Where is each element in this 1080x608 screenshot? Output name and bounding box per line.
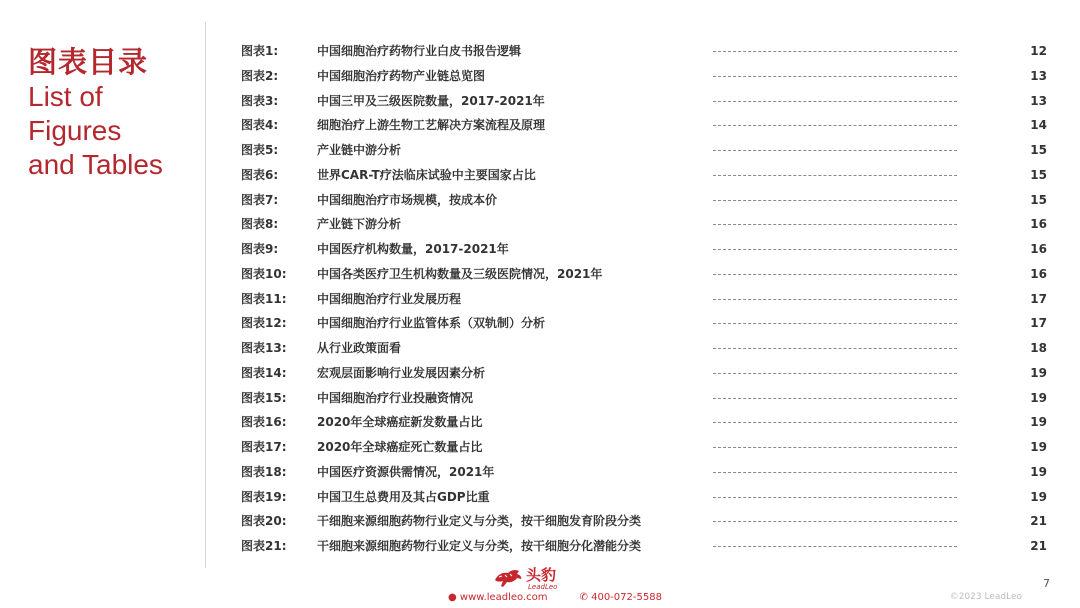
toc-entry[interactable]: [241, 361, 1047, 386]
dotted-leader: [713, 224, 957, 225]
dotted-leader: [713, 497, 957, 498]
figure-page-number: 21: [1030, 539, 1047, 553]
dotted-leader: [713, 274, 957, 275]
figure-label: 图表1:: [241, 44, 279, 58]
figure-page-number: 13: [1030, 68, 1047, 83]
figure-title: 2020年全球癌症新发数量占比: [317, 415, 483, 430]
table-of-figures: [241, 39, 1047, 559]
dotted-leader: [713, 125, 957, 126]
figure-page-number: 19: [1030, 390, 1047, 405]
figure-label: 图表16:: [241, 415, 287, 430]
toc-entry[interactable]: [241, 386, 1047, 411]
figure-page-number: 16: [1030, 266, 1047, 281]
footer: [0, 560, 1080, 608]
figure-page-number: 19: [1030, 415, 1047, 430]
figure-title: 中国细胞治疗行业发展历程: [317, 291, 462, 306]
figure-title: 细胞治疗上游生物工艺解决方案流程及原理: [317, 118, 546, 133]
figure-title: 中国细胞治疗行业投融资情况: [317, 390, 474, 405]
toc-entry[interactable]: [241, 410, 1047, 435]
title-english-line-1: List of: [28, 81, 103, 112]
vertical-divider: [205, 22, 206, 568]
figure-label: 图表19:: [241, 489, 287, 504]
logo-text-chinese: 头豹: [526, 566, 557, 584]
toc-entry[interactable]: [241, 163, 1047, 188]
figure-label: 图表6:: [241, 167, 279, 182]
phone-number: ✆ 400-072-5588: [579, 592, 662, 603]
toc-entry[interactable]: [241, 64, 1047, 89]
toc-entry[interactable]: [241, 336, 1047, 361]
figure-title: 从行业政策面看: [317, 341, 402, 355]
toc-entry[interactable]: [241, 237, 1047, 262]
figure-label: 图表12:: [241, 316, 287, 331]
figure-page-number: 17: [1030, 316, 1047, 331]
figure-title: 中国细胞治疗行业监管体系（双轨制）分析: [317, 316, 546, 331]
figure-page-number: 14: [1030, 118, 1047, 133]
figure-page-number: 12: [1030, 44, 1047, 58]
leopard-logo-icon: [493, 566, 523, 590]
dotted-leader: [713, 472, 957, 473]
toc-entry[interactable]: [241, 435, 1047, 460]
figure-page-number: 19: [1030, 489, 1047, 504]
title-english-line-3: and Tables: [28, 149, 163, 180]
dotted-leader: [713, 76, 957, 77]
figure-page-number: 21: [1030, 514, 1047, 529]
figure-title: 干细胞来源细胞药物行业定义与分类，按干细胞发育阶段分类: [317, 514, 642, 529]
dotted-leader: [713, 546, 957, 547]
phone-text: 400-072-5588: [591, 592, 662, 603]
figure-label: 图表4:: [241, 118, 279, 133]
dotted-leader: [713, 521, 957, 522]
figure-title: 2020年全球癌症死亡数量占比: [317, 440, 483, 454]
figure-title: 中国三甲及三级医院数量，2017-2021年: [317, 93, 545, 108]
toc-entry[interactable]: [241, 39, 1047, 64]
dotted-leader: [713, 175, 957, 176]
dotted-leader: [713, 323, 957, 324]
figure-label: 图表3:: [241, 93, 279, 108]
figure-title: 中国细胞治疗市场规模，按成本价: [317, 192, 498, 207]
toc-entry[interactable]: [241, 311, 1047, 336]
figure-label: 图表11:: [241, 291, 287, 306]
contact-info: [448, 592, 694, 604]
dotted-leader: [713, 373, 957, 374]
figure-label: 图表17:: [241, 440, 287, 454]
toc-entry[interactable]: [241, 113, 1047, 138]
dotted-leader: [713, 101, 957, 102]
dotted-leader: [713, 249, 957, 250]
figure-page-number: 15: [1030, 192, 1047, 207]
title-chinese: 图表目录: [28, 45, 149, 79]
toc-entry[interactable]: [241, 89, 1047, 114]
figure-page-number: 19: [1030, 440, 1047, 454]
figure-page-number: 19: [1030, 365, 1047, 380]
figure-page-number: 17: [1030, 291, 1047, 306]
figure-label: 图表7:: [241, 192, 279, 207]
figure-title: 宏观层面影响行业发展因素分析: [317, 365, 486, 380]
figure-label: 图表20:: [241, 514, 287, 529]
title-english-line-2: Figures: [28, 115, 122, 146]
figure-title: 产业链下游分析: [317, 217, 402, 232]
page-title: [28, 44, 198, 182]
toc-entry[interactable]: [241, 287, 1047, 312]
figure-title: 产业链中游分析: [317, 143, 402, 157]
figure-label: 图表8:: [241, 217, 279, 232]
figure-label: 图表14:: [241, 365, 287, 380]
logo-text-english: LeadLeo: [528, 583, 558, 591]
figure-page-number: 18: [1030, 341, 1047, 355]
dotted-leader: [713, 51, 957, 52]
website-link[interactable]: ● www.leadleo.com: [448, 592, 548, 603]
toc-entry[interactable]: [241, 138, 1047, 163]
figure-title: 中国细胞治疗药物产业链总览图: [317, 68, 486, 83]
figure-label: 图表10:: [241, 266, 287, 281]
website-text: www.leadleo.com: [459, 592, 548, 603]
figure-title: 中国细胞治疗药物行业白皮书报告逻辑: [317, 44, 522, 58]
figure-title: 中国各类医疗卫生机构数量及三级医院情况，2021年: [317, 266, 603, 281]
copyright: ©2023 LeadLeo: [949, 592, 1022, 602]
dotted-leader: [713, 150, 957, 151]
leadleo-logo: [493, 566, 593, 590]
figure-page-number: 16: [1030, 217, 1047, 232]
toc-entry[interactable]: [241, 262, 1047, 287]
figure-label: 图表9:: [241, 242, 279, 256]
figure-title: 中国医疗资源供需情况，2021年: [317, 464, 495, 479]
figure-label: 图表13:: [241, 341, 287, 355]
dotted-leader: [713, 422, 957, 423]
toc-entry[interactable]: [241, 509, 1047, 534]
figure-label: 图表18:: [241, 464, 287, 479]
figure-page-number: 16: [1030, 242, 1047, 256]
dotted-leader: [713, 200, 957, 201]
dotted-leader: [713, 447, 957, 448]
figure-label: 图表5:: [241, 143, 279, 157]
toc-entry[interactable]: [241, 188, 1047, 213]
figure-title: 干细胞来源细胞药物行业定义与分类，按干细胞分化潜能分类: [317, 539, 642, 553]
figure-title: 中国卫生总费用及其占GDP比重: [317, 489, 490, 504]
dotted-leader: [713, 299, 957, 300]
figure-page-number: 15: [1030, 143, 1047, 157]
figure-title: 中国医疗机构数量，2017-2021年: [317, 242, 509, 256]
figure-page-number: 19: [1030, 464, 1047, 479]
toc-entry[interactable]: [241, 212, 1047, 237]
toc-entry[interactable]: [241, 485, 1047, 510]
toc-entry[interactable]: [241, 534, 1047, 559]
figure-page-number: 15: [1030, 167, 1047, 182]
figure-title: 世界CAR-T疗法临床试验中主要国家占比: [317, 167, 536, 182]
toc-entry[interactable]: [241, 460, 1047, 485]
page-number: 7: [1043, 577, 1050, 590]
dotted-leader: [713, 398, 957, 399]
figure-label: 图表2:: [241, 68, 279, 83]
dotted-leader: [713, 348, 957, 349]
figure-label: 图表15:: [241, 390, 287, 405]
figure-label: 图表21:: [241, 539, 287, 553]
figure-page-number: 13: [1030, 93, 1047, 108]
